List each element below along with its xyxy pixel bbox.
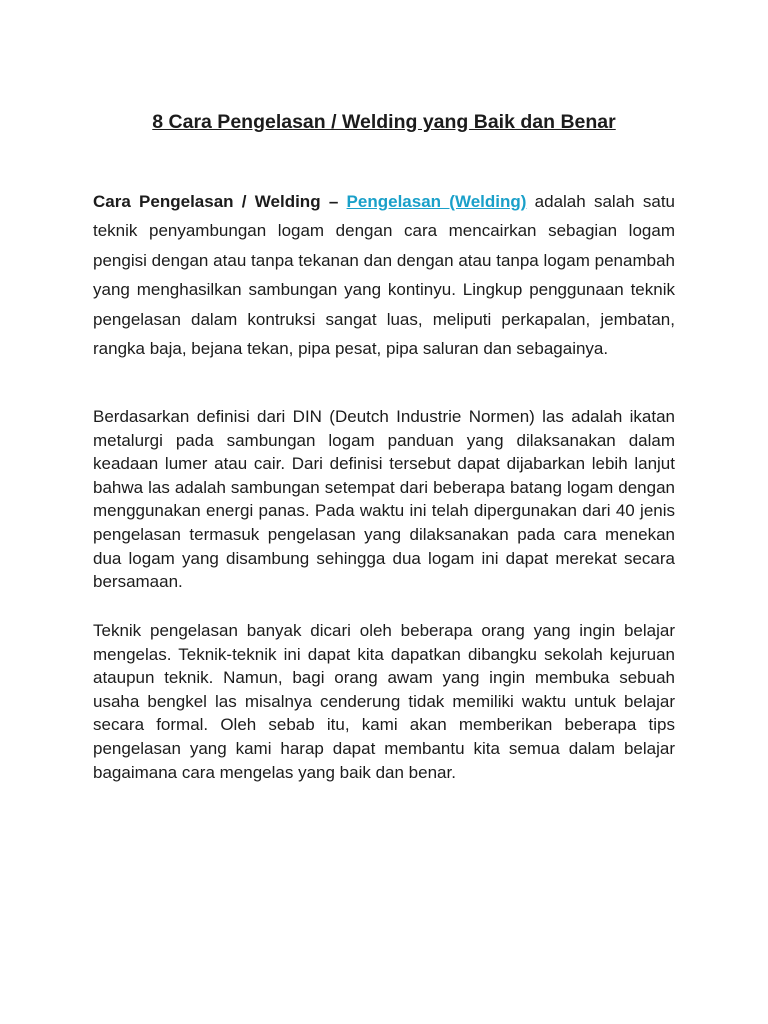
definition-paragraph: Berdasarkan definisi dari DIN (Deutch Industrie Normen) las adalah ikatan metalurgi pada sambungan logam panduan yang dilaksanakan dalam keadaan lumer atau cair. Dari definisi tersebut dapat dijabarkan lebih lanjut bahwa las adalah sambungan setempat dari beberapa batang logam dengan menggunakan energi panas. Pada waktu ini telah dipergunakan dari 40 jenis pengelasan termasuk pengelasan yang dilaksanakan pada cara menekan dua logam yang disambung sehingga dua logam ini dapat merekat secara bersamaan.	[93, 407, 675, 592]
document-title: 8 Cara Pengelasan / Welding yang Baik dan Benar	[152, 111, 616, 133]
intro-bold-lead: Cara Pengelasan / Welding –	[93, 192, 347, 211]
intro-text: adalah salah satu teknik penyambungan logam dengan cara mencairkan sebagian logam pengisi dengan atau tanpa tekanan dan dengan atau tanpa logam penambah yang menghasilkan sambungan yang kontinyu. Lingkup penggunaan teknik pengelasan dalam kontruksi sangat luas, meliputi perkapalan, jembatan, rangka baja, bejana tekan, pipa pesat, pipa saluran dan sebagainya.	[93, 192, 675, 359]
pengelasan-link[interactable]: Pengelasan (Welding)	[346, 192, 527, 211]
intro-paragraph	[93, 187, 675, 363]
tips-intro-paragraph: Teknik pengelasan banyak dicari oleh beberapa orang yang ingin belajar mengelas. Teknik-teknik ini dapat kita dapatkan dibangku sekolah kejuruan ataupun teknik. Namun, bagi orang awam yang ingin membuka sebuah usaha bengkel las misalnya cenderung tidak memiliki waktu untuk belajar secara formal. Oleh sebab itu, kami akan memberikan beberapa tips pengelasan yang kami harap dapat membantu kita semua dalam belajar bagaimana cara mengelas yang baik dan benar.	[93, 621, 675, 782]
